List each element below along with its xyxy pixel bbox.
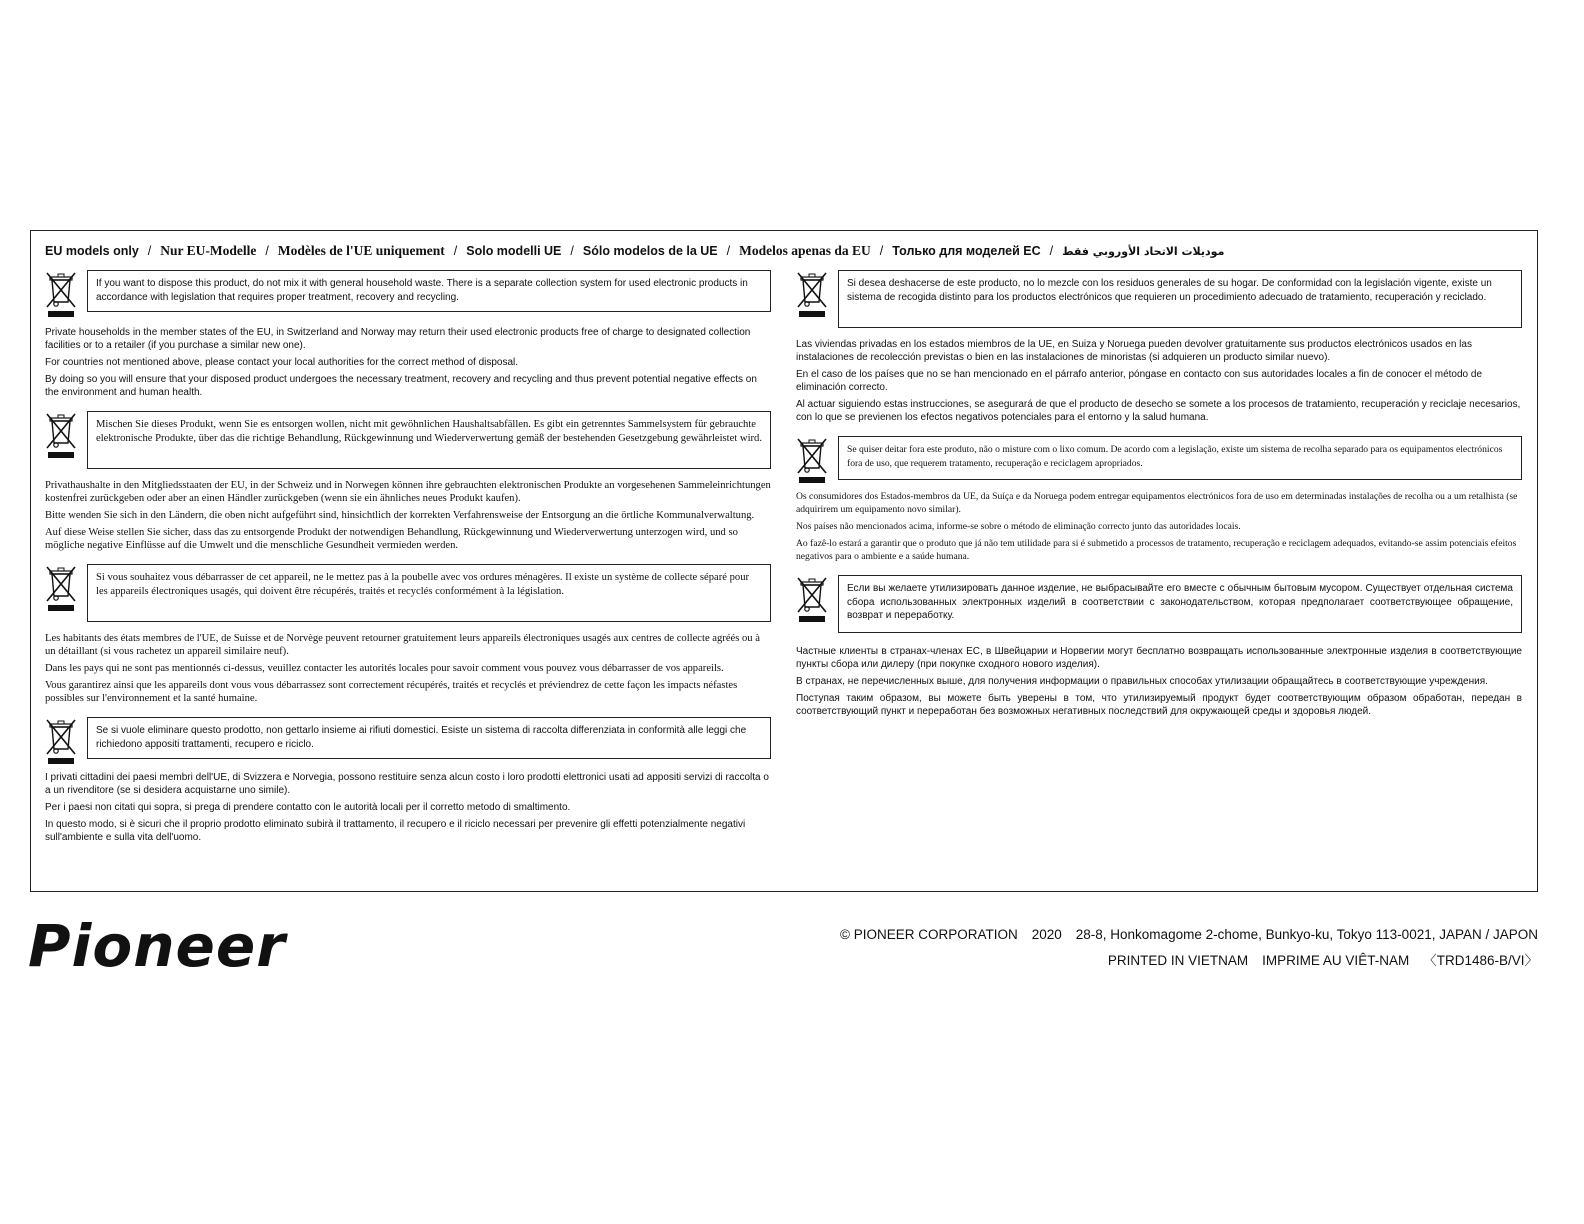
- section-pt: [796, 436, 1522, 563]
- header-separator: /: [726, 244, 731, 259]
- notice-row: [796, 436, 1522, 480]
- printed-en-text: PRINTED IN VIETNAM: [1107, 953, 1249, 968]
- notice-box: If you want to dispose this product, do not mix it with general household waste. There is a separate collection system for used electronic products in accordance with legislation that requires proper treatment, recovery and recycling.: [87, 270, 771, 312]
- notice-row: [796, 575, 1522, 633]
- weee-bin-icon: [796, 575, 828, 623]
- header-separator: /: [1049, 244, 1054, 259]
- notice-row: [45, 270, 771, 312]
- header-item-de: Nur EU-Modelle: [160, 243, 257, 259]
- header-separator: /: [879, 244, 884, 259]
- paragraph: Privathaushalte in den Mitgliedsstaaten der EU, in der Schweiz und in Norwegen können ihre gebrauchten elektronischen Produkte an vorgesehenen Sammeleinrichtungen kostenfrei zurückgeben oder aber an einen Händler zurückgeben (wenn sie ein ähnliches neues Produkt kaufen).: [45, 480, 771, 504]
- header-item-it: Solo modelli UE: [466, 244, 562, 259]
- paragraph: В странах, не перечисленных выше, для получения информации о правильных способах утилизации обращайтесь в соответствующие учреждения.: [796, 676, 1488, 687]
- weee-bin-icon: [45, 411, 77, 459]
- paragraph: Частные клиенты в странах-членах ЕС, в Швейцарии и Норвегии могут бесплатно возвращать использованные электронные изделия в соответствующие пункты сбора или дилеру (при покупке сходного нового изделия).: [796, 646, 1522, 670]
- paragraph: Os consumidores dos Estados-membros da UE, da Suíça e da Noruega podem entregar equipamentos electrónicos fora de uso em determinadas instalações de recolha ou a um retalhista (se adquirirem um equipamento novo similar).: [796, 491, 1518, 515]
- address-text: 28-8, Honkomagome 2-chome, Bunkyo-ku, Tokyo 113-0021, JAPAN / JAPON: [1075, 927, 1538, 942]
- notice-row: [45, 717, 771, 759]
- weee-bin-icon: [796, 436, 828, 484]
- year-text: 2020: [1031, 927, 1062, 942]
- paragraph: By doing so you will ensure that your disposed product undergoes the necessary treatment, recovery and recycling and thus prevent potential negative effects on the environment and human health.: [45, 374, 757, 398]
- header-item-fr: Modèles de l'UE uniquement: [277, 243, 445, 259]
- section-es: [796, 270, 1522, 424]
- paragraph: Bitte wenden Sie sich in den Ländern, die oben nicht aufgeführt sind, hinsichtlich der korrekten Verfahrensweise der Entsorgung an die örtliche Kommunalverwaltung.: [45, 510, 755, 521]
- copyright-text: © PIONEER CORPORATION: [840, 927, 1018, 942]
- paragraph: Dans les pays qui ne sont pas mentionnés ci-dessus, veuillez contacter les autorités locales pour savoir comment vous pouvez vous débarrasser de vos appareils.: [45, 663, 724, 674]
- notice-box: Mischen Sie dieses Produkt, wenn Sie es entsorgen wollen, nicht mit gewöhnlichen Haushaltsabfällen. Es gibt ein getrenntes Sammelsystem für gebrauchte elektronische Produkte, über das die richtige Behandlung, Rückgewinnung und Wiederverwertung gemäß der bestehenden Gesetzgebung gewährleistet wird.: [87, 411, 771, 469]
- notice-box: Se si vuole eliminare questo prodotto, non gettarlo insieme ai rifiuti domestici. Esiste un sistema di raccolta differenziata in conformità alle leggi che richiedono appositi trattamenti, recupero e riciclo.: [87, 717, 771, 759]
- right-column: [796, 270, 1522, 718]
- paragraph: Nos países não mencionados acima, informe-se sobre o método de eliminação correcto junto das autoridades locais.: [796, 521, 1241, 532]
- logo-wordmark: Pioneer: [28, 912, 286, 980]
- header-item-pt: Modelos apenas da EU: [739, 243, 871, 259]
- paragraph: Auf diese Weise stellen Sie sicher, dass das zu entsorgende Produkt der notwendigen Behandlung, Rückgewinnung und Wiederverwertung unterzogen wird, und so mögliche negative Einflüsse auf die Umwelt und die menschliche Gesundheit vermieden werden.: [45, 527, 738, 551]
- paragraph: Ao fazê-lo estará a garantir que o produto que já não tem utilidade para si é submetido a processos de tratamento, recuperação e reciclagem adequados, evitando-se assim potenciais efeitos negativos para o ambiente e a saúde humana.: [796, 538, 1517, 562]
- printed-fr-text: IMPRIME AU VIÊT-NAM: [1262, 953, 1410, 968]
- weee-bin-icon: [45, 564, 77, 612]
- paragraph: Les habitants des états membres de l'UE, de Suisse et de Norvège peuvent retourner gratuitement leurs appareils électroniques usagés aux centres de collecte agréés ou à un détaillant (si vous rachetez un appareil similaire neuf).: [45, 633, 760, 657]
- notice-row: [45, 564, 771, 622]
- paragraph: Per i paesi non citati qui sopra, si prega di prendere contatto con le autorità locali per il corretto metodo di smaltimento.: [45, 802, 571, 813]
- paragraph: Vous garantirez ainsi que les appareils dont vous vous débarrassez sont correctement récupérés, traités et recyclés et préviendrez de cette façon les impacts néfastes possibles sur l'environnement et la santé humaine.: [45, 680, 738, 704]
- notice-box: Se quiser deitar fora este produto, não o misture com o lixo comum. De acordo com a legislação, existe um sistema de recolha separado para os equipamentos electrónicos fora de uso, que requerem tratamento, recuperação e reciclagem apropriados.: [838, 436, 1522, 480]
- section-fr: [45, 564, 771, 705]
- header-separator: /: [453, 244, 458, 259]
- paragraph: Private households in the member states of the EU, in Switzerland and Norway may return their used electronic products free of charge to designated collection facilities or to a retailer (if you purchase a similar new one).: [45, 327, 751, 351]
- paragraph: I privati cittadini dei paesi membri dell'UE, di Svizzera e Norvegia, possono restituire senza alcun costo i loro prodotti elettronici usati ad appositi servizi di raccolta o a un rivenditore (se si desidera acquistarne uno simile).: [45, 772, 769, 796]
- header-item-en: EU models only: [45, 244, 139, 259]
- paragraph: In questo modo, si è sicuri che il proprio prodotto eliminato subirà il trattamento, il recupero e il riciclo necessari per prevenire gli effetti potenzialmente negativi sull'ambiente e sulla vita dell'uomo.: [45, 819, 746, 843]
- notice-box: Si vous souhaitez vous débarrasser de cet appareil, ne le mettez pas à la poubelle avec vos ordures ménagères. Il existe un système de collecte séparé pour les appareils électroniques usagés, qui doivent être récupérés, traités et recyclés conformément à la législation.: [87, 564, 771, 622]
- notice-row: [45, 411, 771, 469]
- left-column: [45, 270, 771, 844]
- section-en: [45, 270, 771, 399]
- pioneer-logo: [28, 912, 348, 980]
- header-item-ar: موديلات الاتحاد الأوروبي فقط: [1062, 244, 1225, 258]
- weee-bin-icon: [796, 270, 828, 318]
- section-it: [45, 717, 771, 844]
- models-header: [45, 243, 1525, 261]
- notice-box: Если вы желаете утилизировать данное изделие, не выбрасывайте его вместе с обычным бытовым мусором. Существует отдельная система сбора использованных электронных изделий в соответствии с законодательством, которая предполагает соответствующее обращение, возврат и переработку.: [838, 575, 1522, 633]
- header-item-ru: Только для моделей EC: [892, 244, 1041, 259]
- section-de: [45, 411, 771, 552]
- weee-bin-icon: [45, 717, 77, 765]
- footer-print-line: [1108, 949, 1538, 969]
- header-separator: /: [570, 244, 574, 259]
- notice-row: [796, 270, 1522, 328]
- weee-bin-icon: [45, 270, 77, 318]
- footer-company-line: [840, 927, 1538, 942]
- header-item-es: Sólo modelos de la UE: [582, 244, 718, 259]
- paragraph: Al actuar siguiendo estas instrucciones, se asegurará de que el producto de desecho se somete a los procesos de tratamiento, recuperación y reciclaje necesarios, con lo que se previenen los efectos negativos potenciales para el entorno y la salud humana.: [796, 399, 1521, 423]
- document-code: 〈TRD1486-B/VI〉: [1423, 953, 1538, 968]
- header-separator: /: [265, 244, 269, 259]
- paragraph: For countries not mentioned above, please contact your local authorities for the correct method of disposal.: [45, 357, 519, 368]
- section-ru: [796, 575, 1522, 718]
- paragraph: En el caso de los países que no se han mencionado en el párrafo anterior, póngase en contacto con sus autoridades locales a fin de conocer el método de eliminación correcto.: [796, 369, 1483, 393]
- paragraph: Las viviendas privadas en los estados miembros de la UE, en Suiza y Noruega pueden devolver gratuitamente sus productos electrónicos usados en las instalaciones de recolección previstas o bien en las instalaciones de minoristas (si adquieren un producto similar nuevo).: [796, 339, 1472, 363]
- header-separator: /: [147, 244, 152, 259]
- notice-box: Si desea deshacerse de este producto, no lo mezcle con los residuos generales de su hogar. De conformidad con la legislación vigente, existe un sistema de recogida distinto para los productos electrónicos que requieren un procedimiento adecuado de tratamiento, recuperación y reciclado.: [838, 270, 1522, 328]
- paragraph: Поступая таким образом, вы можете быть уверены в том, что утилизируемый продукт будет соответствующим образом обработан, передан в соответствующий пункт и переработан без возможных негативных последствий для окружающей среды и здоровья людей.: [796, 693, 1522, 717]
